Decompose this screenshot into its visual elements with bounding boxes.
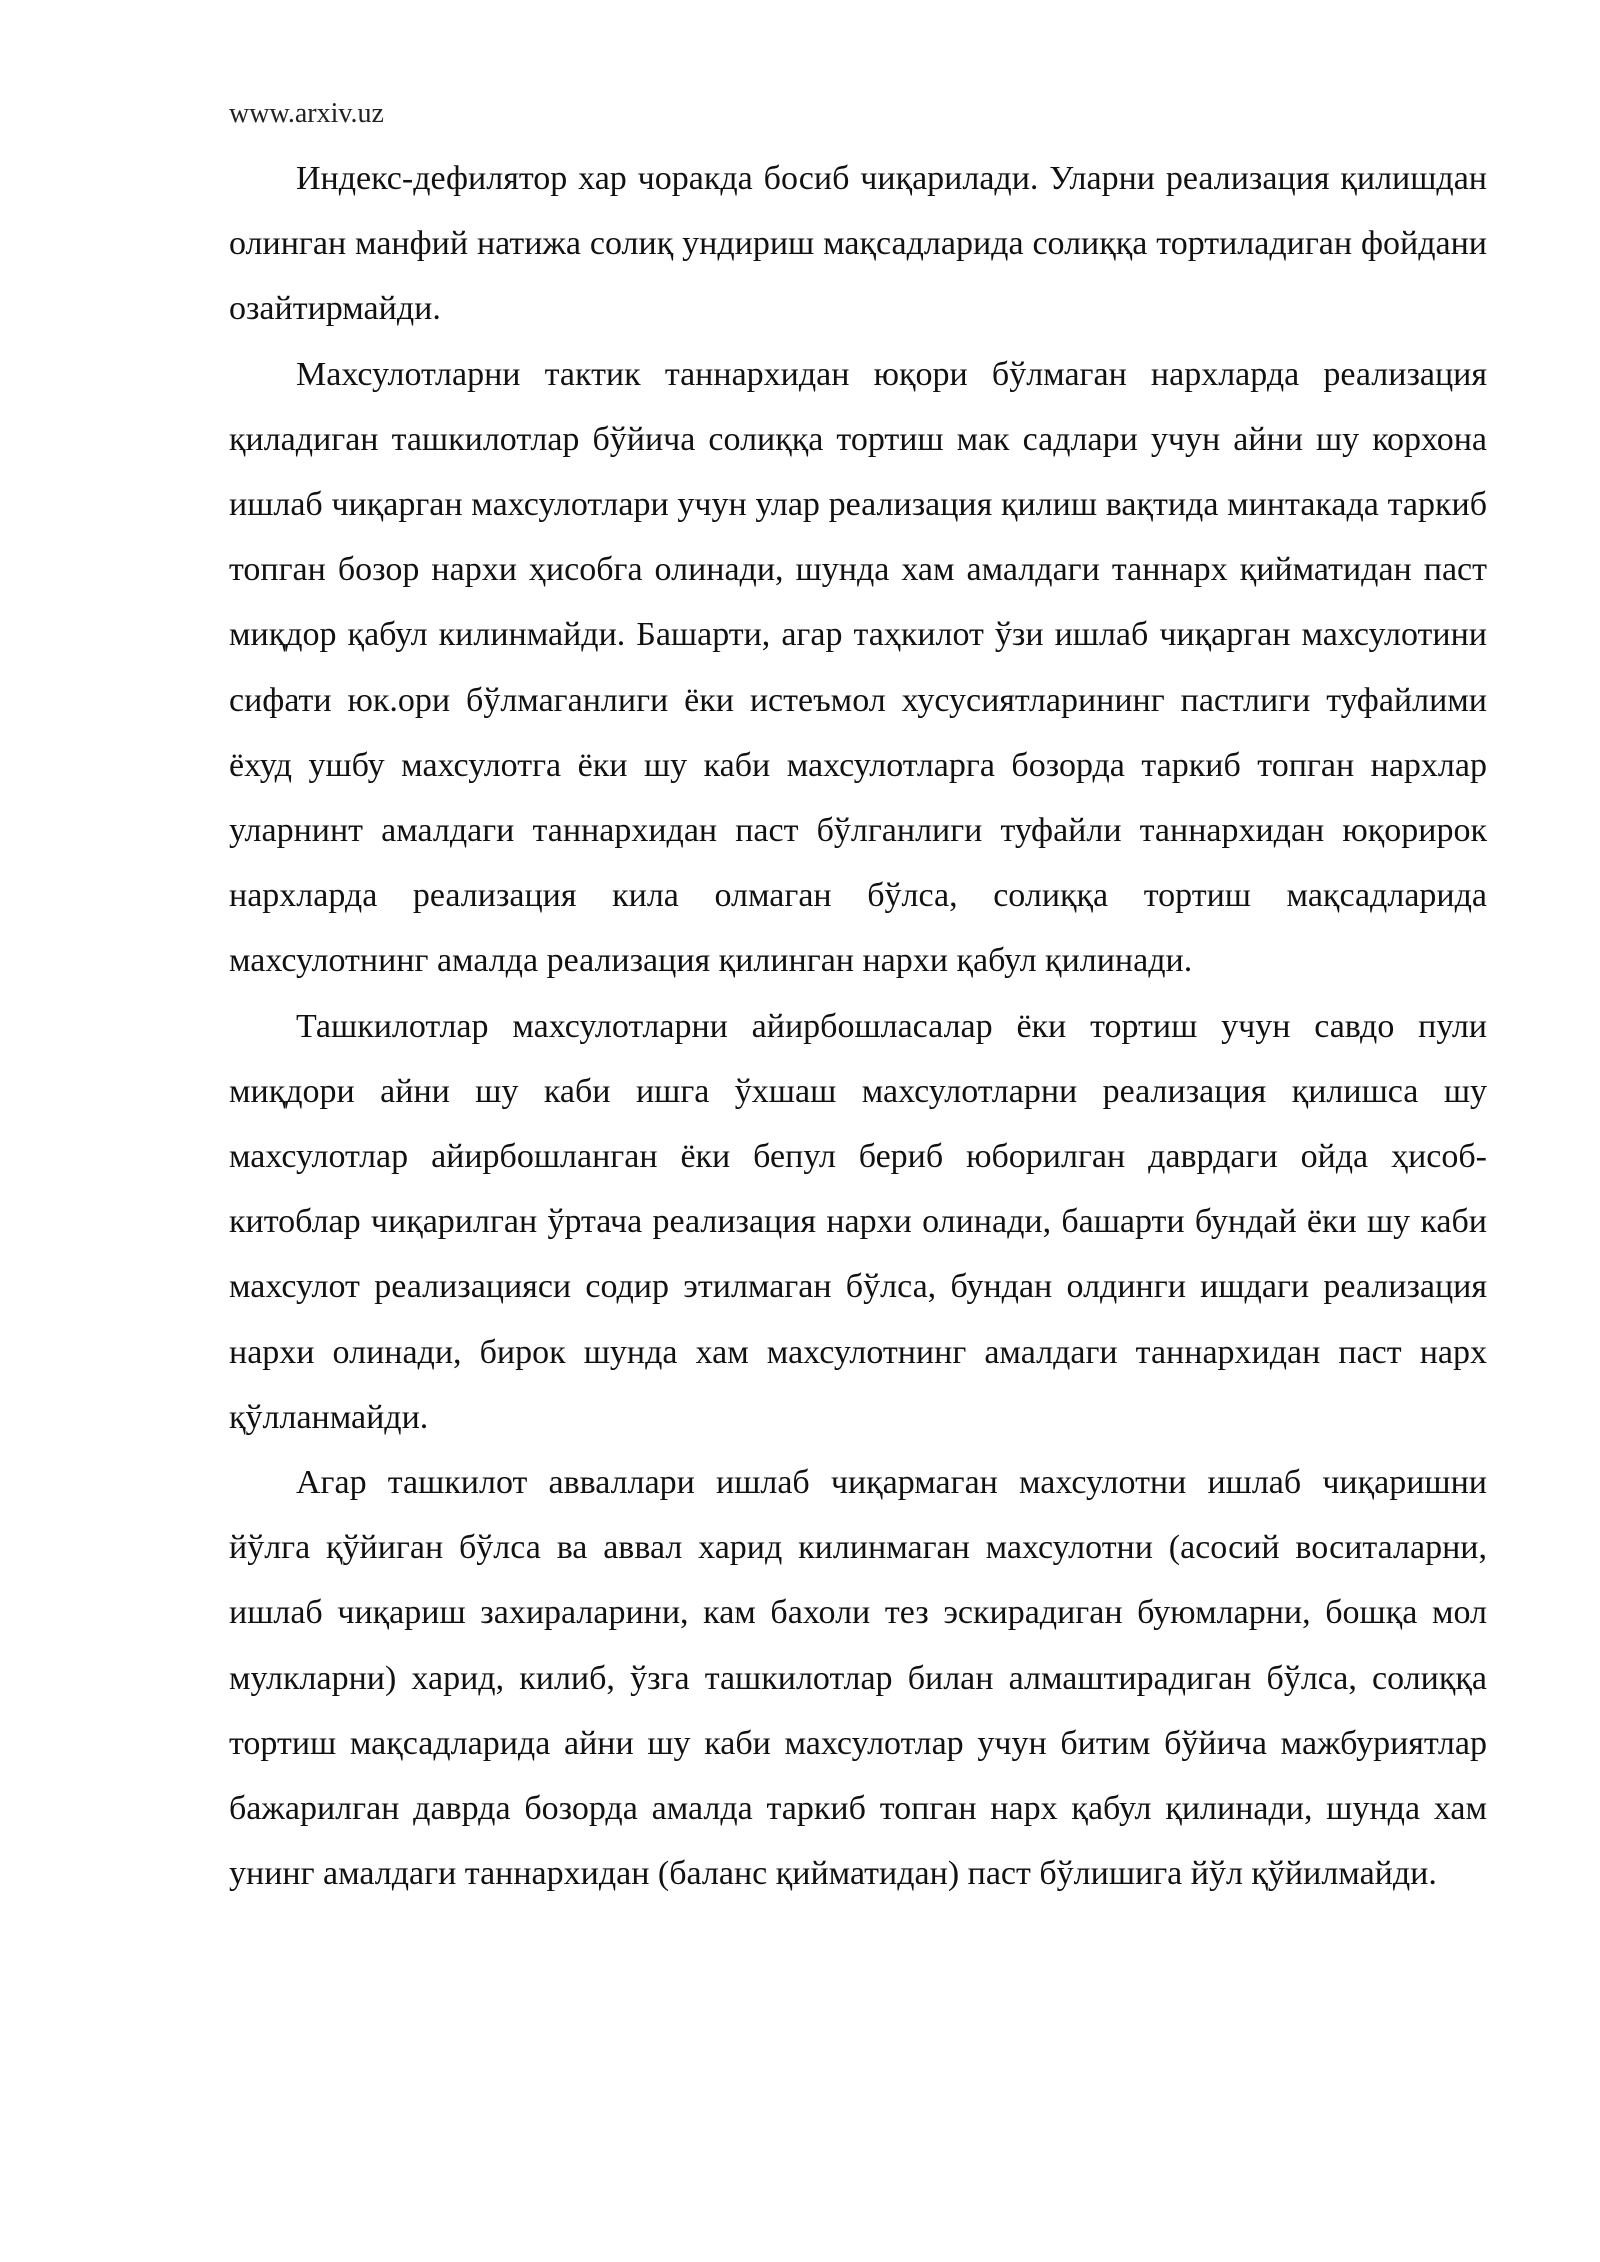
paragraph-2: Махсулотларни тактик таннархидан юқори бўлмаган нархларда реализация қиладиган ташкилотлар бўйича солиққа тортиш мак садлари учун айни шу корхона ишлаб чиқарган махсулотлари учун улар реализация қилиш вақтида минтакада таркиб топган бозор нархи ҳисобга олинади, шунда хам амалдаги таннарх қийматидан паст миқдор қабул килинмайди. Башарти, агар таҳкилот ўзи ишлаб чиқарган махсулотини сифати юк.ори бўлмаганлиги ёки истеъмол хусусиятларининг пастлиги туфайлими ёхуд ушбу махсулотга ёки шу каби махсулотларга бозорда таркиб топган нархлар уларнинт амалдаги таннархидан паст бўлганлиги туфайли таннархидан юқорирок нархларда реализация кила олмаган бўлса, солиққа тортиш мақсадларида махсулотнинг амалда реализация қилинган нархи қабул қилинади.: [229, 355, 1487, 980]
document-body: [229, 146, 1487, 1906]
header-url: www.arxiv.uz: [229, 98, 384, 129]
paragraph-3: Ташкилотлар махсулотларни айирбошласалар ёки тортиш учун савдо пули миқдори айни шу каби ишга ўхшаш махсулотларни реализация қилишса шу махсулотлар айирбошланган ёки бепул бериб юборилган даврдаги ойда ҳисоб-китоблар чиқарилган ўртача реализация нархи олинади, башарти бундай ёки шу каби махсулот реализацияси содир этилмаган бўлса, бундан олдинги ишдаги реализация нархи олинади, бирок шунда хам махсулотнинг амалдаги таннархидан паст нарх қўлланмайди.: [229, 1007, 1487, 1436]
paragraph-1: Индекс-дефилятор хар чоракда босиб чиқарилади. Уларни реализация қилишдан олинган манфий натижа солиқ ундириш мақсадларида солиққа тортиладиган фойдани озайтирмайди.: [229, 160, 1487, 328]
paragraph-4: Агар ташкилот авваллари ишлаб чиқармаган махсулотни ишлаб чиқаришни йўлга қўйиган бўлса ва аввал харид килинмаган махсулотни (асосий воситаларни, ишлаб чиқариш захираларини, кам бахоли тез эскирадиган буюмларни, бошқа мол мулкларни) харид, килиб, ўзга ташкилотлар билан алмаштирадиган бўлса, солиққа тортиш мақсадларида айни шу каби махсулотлар учун битим бўйича мажбуриятлар бажарилган даврда бозорда амалда таркиб топган нарх қабул қилинади, шунда хам унинг амалдаги таннархидан (баланс қийматидан) паст бўлишига йўл қўйилмайди.: [229, 1464, 1487, 1893]
